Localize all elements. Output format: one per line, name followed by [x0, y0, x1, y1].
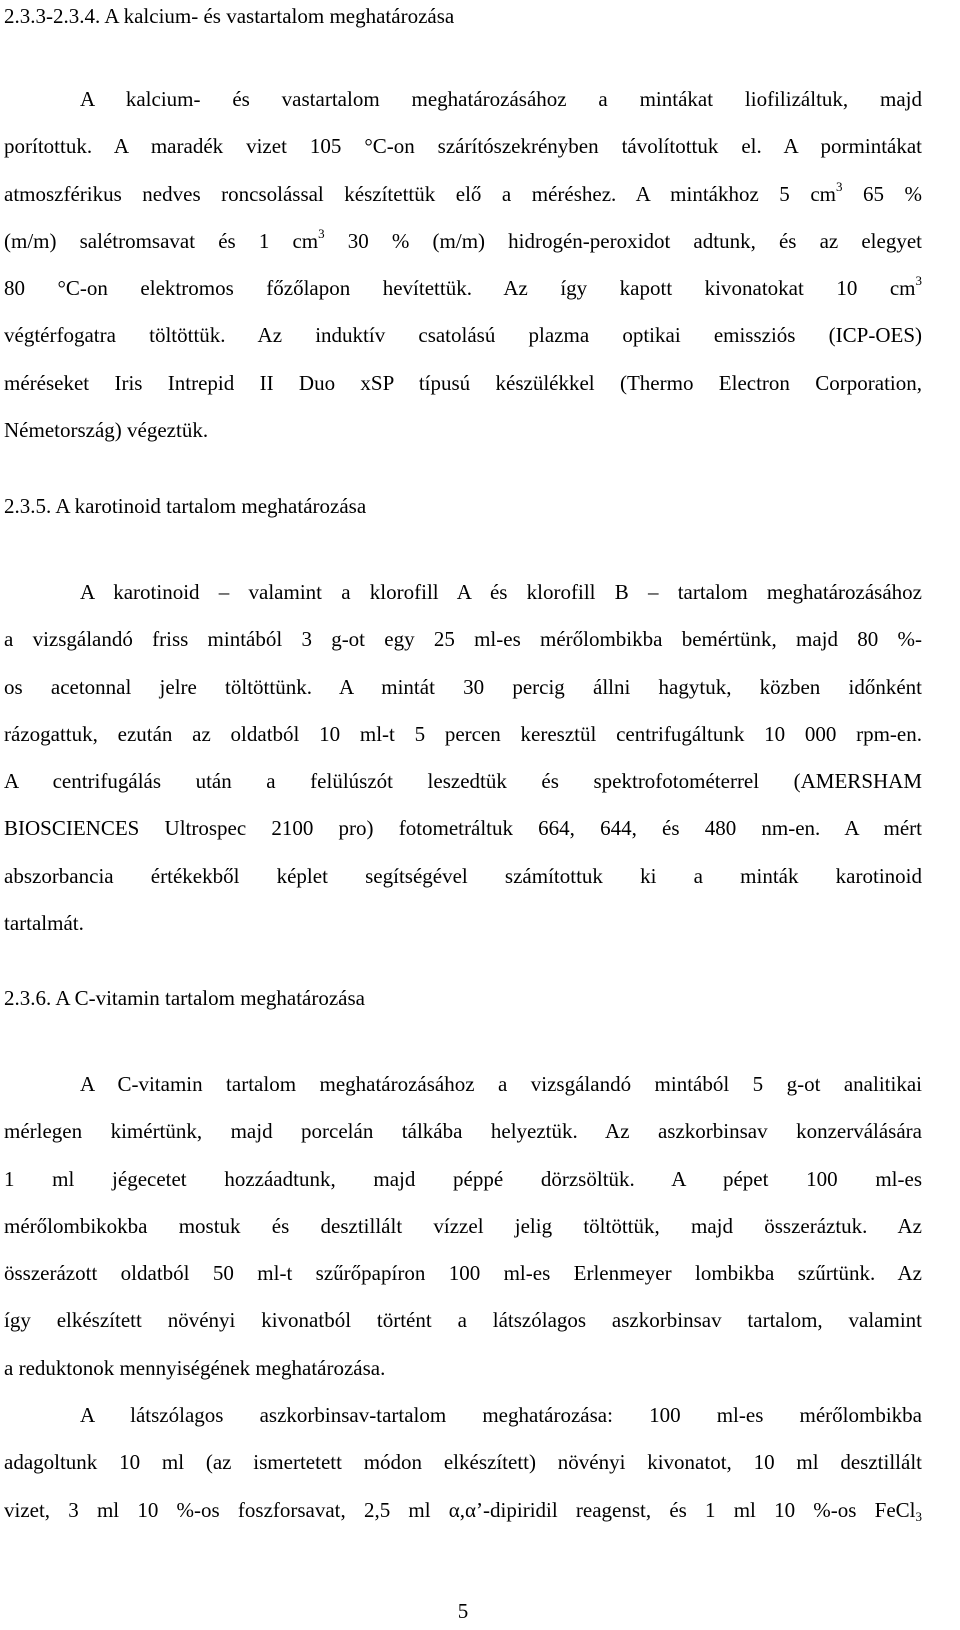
text-line: (m/m) salétromsavat és 1 $cm^3$ 30 % (m/m) hidrogén-peroxidot adtunk, és az elegyet: [4, 225, 922, 253]
text-line: os acetonnal jelre töltöttünk. A mintát 30 percig állni hagytuk, közben időnként: [4, 674, 922, 699]
text-line: A látszólagos aszkorbinsav-tartalom meghatározása: 100 ml-es mérőlombikba: [80, 1403, 922, 1427]
text-line: tartalmát.: [4, 911, 84, 936]
text-line: mérlegen kimértünk, majd porcelán tálkába helyeztük. Az aszkorbinsav konzerválására: [4, 1119, 922, 1144]
text-line: a vizsgálandó friss mintából 3 g-ot egy 25 ml-es mérőlombikba bemértünk, majd 80 %-: [4, 627, 922, 652]
text-line: Németország) végeztük.: [4, 418, 209, 443]
section-heading-carotenoid: 2.3.5. A karotinoid tartalom meghatározása: [4, 494, 367, 518]
text-line: mérőlombikokba mostuk és desztillált vízzel jelig töltöttük, majd összeráztuk. Az: [4, 1213, 922, 1238]
text-line: A karotinoid – valamint a klorofill A és klorofill B – tartalom meghatározásához: [80, 580, 922, 604]
paragraph-vitamin-c-2: [4, 1392, 922, 1534]
text-line: abszorbancia értékekből képlet segítségével számítottuk ki a minták karotinoid: [4, 863, 922, 888]
text-line: porítottuk. A maradék vizet 105 °C-on szárítószekrényben távolítottuk el. A pormintákat: [4, 134, 922, 159]
text-line: 80 °C-on elektromos főzőlapon hevítettük. Az így kapott kivonatokat 10 $cm^3$: [4, 273, 922, 301]
text-line: így elkészített növényi kivonatból történt a látszólagos aszkorbinsav tartalom, valamint: [4, 1308, 922, 1333]
paragraph-calcium-iron: [4, 76, 922, 454]
section-heading-calcium-iron: 2.3.3-2.3.4. A kalcium- és vastartalom meghatározása: [4, 4, 455, 28]
text-line: atmoszférikus nedves roncsolással készítettük elő a méréshez. A mintákhoz 5 $cm^3$ 65 %: [4, 178, 922, 206]
text-line: összerázott oldatból 50 ml-t szűrőpapíron 100 ml-es Erlenmeyer lombikba szűrtünk. Az: [4, 1261, 922, 1286]
text-line: végtérfogatra töltöttük. Az induktív csatolású plazma optikai emissziós (ICP-OES): [4, 323, 922, 348]
paragraph-vitamin-c-1: [4, 1061, 922, 1392]
text-line: 1 ml jégecetet hozzáadtunk, majd péppé dörzsöltük. A pépet 100 ml-es: [4, 1166, 922, 1191]
text-line: a reduktonok mennyiségének meghatározása.: [4, 1355, 386, 1380]
text-line: adagoltunk 10 ml (az ismertetett módon elkészített) növényi kivonatot, 10 ml desztillált: [4, 1450, 922, 1475]
text-line: BIOSCIENCES Ultrospec 2100 pro) fotometráltuk 664, 644, és 480 nm-en. A mért: [4, 816, 922, 841]
text-line: rázogattuk, ezután az oldatból 10 ml-t 5 percen keresztül centrifugáltunk 10 000 rpm-en.: [4, 721, 922, 746]
text-line: vizet, 3 ml 10 %-os foszforsavat, 2,5 ml α,α’-dipiridil reagenst, és 1 ml 10 %-os FeCl$_3$: [4, 1497, 922, 1524]
text-line: méréseket Iris Intrepid II Duo xSP típusú készülékkel (Thermo Electron Corporation,: [4, 370, 922, 395]
page-number: 5: [457, 1599, 469, 1623]
text-line: A C-vitamin tartalom meghatározásához a vizsgálandó mintából 5 g-ot analitikai: [80, 1072, 922, 1096]
paragraph-carotenoid: [4, 569, 922, 947]
section-heading-vitamin-c: 2.3.6. A C-vitamin tartalom meghatározása: [4, 986, 365, 1010]
text-line: A centrifugálás után a felülúszót leszedtük és spektrofotométerrel (AMERSHAM: [4, 769, 922, 794]
text-line: A kalcium- és vastartalom meghatározásához a mintákat liofilizáltuk, majd: [80, 87, 922, 111]
